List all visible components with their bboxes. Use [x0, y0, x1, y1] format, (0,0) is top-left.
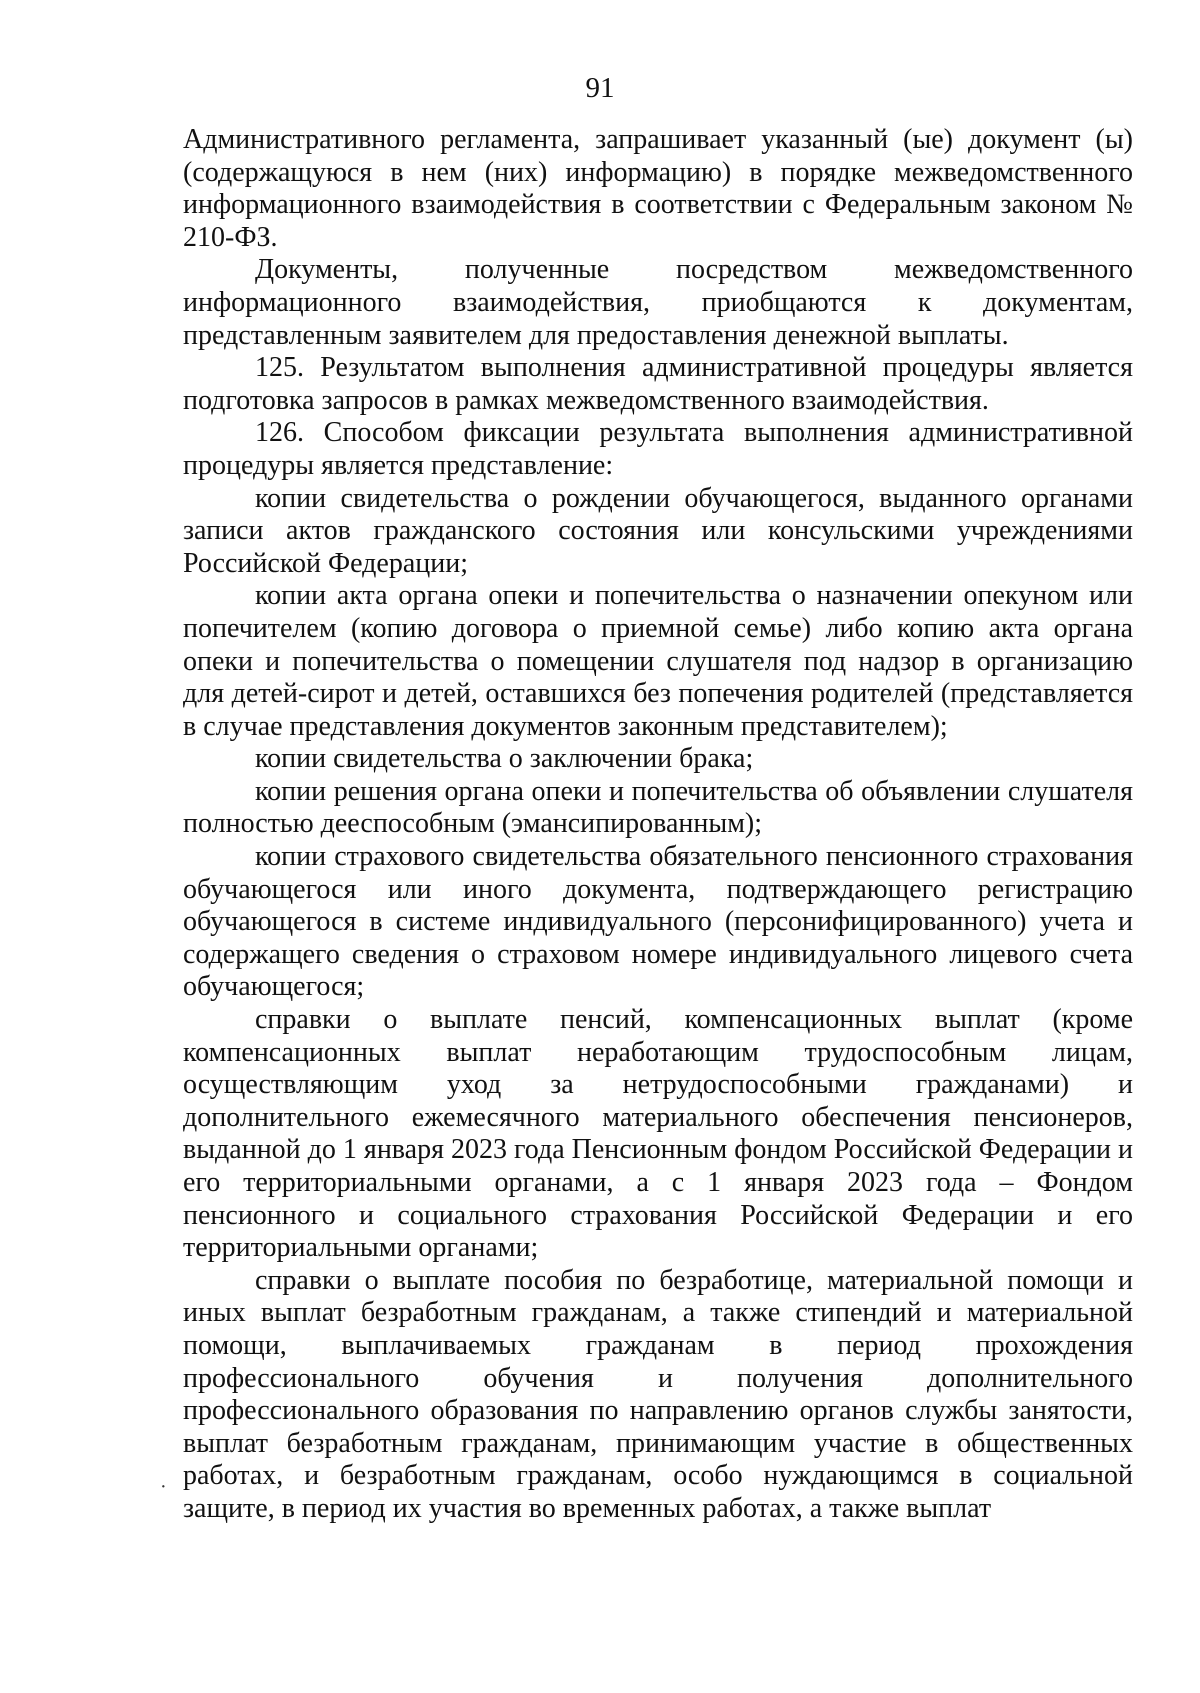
list-item-insurance-certificate: копии страхового свидетельства обязательного пенсионного страхования обучающегося или иного документа, подтверждающего регистрацию обучающегося в системе индивидуального (персонифицированного) учета и содержащего сведения о страховом номере индивидуального лицевого счета обучающегося;: [183, 841, 1133, 1003]
list-item-guardianship-act: копии акта органа опеки и попечительства о назначении опекуном или попечителем (копию договора о приемной семье) либо копию акта органа опеки и попечительства о помещении слушателя под надзор в организацию для детей-сирот и детей, оставшихся без попечения родителей (представляется в случае представления документов законным представителем);: [183, 580, 1133, 742]
paragraph-documents-received: Документы, полученные посредством межведомственного информационного взаимодействия, приобщаются к документам, представленным заявителем для предоставления денежной выплаты.: [183, 254, 1133, 351]
list-item-pension-certificate: справки о выплате пенсий, компенсационных выплат (кроме компенсационных выплат неработающим трудоспособным лицам, осуществляющим уход за нетрудоспособными гражданами) и дополнительного ежемесячного материального обеспечения пенсионеров, выданной до 1 января 2023 года Пенсионным фондом Российской Федерации и его территориальными органами, а с 1 января 2023 года – Фондом пенсионного и социального страхования Российской Федерации и его территориальными органами;: [183, 1004, 1133, 1264]
list-item-marriage-certificate: копии свидетельства о заключении брака;: [255, 743, 754, 775]
list-item-birth-certificate: копии свидетельства о рождении обучающегося, выданного органами записи актов гражданского состояния или консульскими учреждениями Российской Федерации;: [183, 482, 1133, 579]
list-item-unemployment-certificate: справки о выплате пособия по безработице, материальной помощи и иных выплат безработным гражданам, а также стипендий и материальной помощи, выплачиваемых гражданам в период прохождения профессионального обучения и получения дополнительного профессионального образования по направлению органов службы занятости, выплат безработным гражданам, принимающим участие в общественных работах, и безработным гражданам, особо нуждающимся в социальной защите, в период их участия во временных работах, а также выплат: [183, 1264, 1133, 1524]
paragraph-126-fixation: 126. Способом фиксации результата выполнения административной процедуры является представление:: [183, 417, 1133, 481]
paragraph-regulation-request: Административного регламента, запрашивает указанный (ые) документ (ы) (содержащуюся в нем (них) информацию) в порядке межведомственного информационного взаимодействия в соответствии с Федеральным законом № 210-ФЗ.: [183, 124, 1133, 253]
scan-mark: ·: [160, 1476, 167, 1498]
page-number: 91: [585, 72, 615, 104]
list-item-emancipation-decision: копии решения органа опеки и попечительства об объявлении слушателя полностью дееспособным (эмансипированным);: [183, 775, 1133, 840]
document-body: [183, 124, 1133, 1526]
paragraph-125-result: 125. Результатом выполнения административной процедуры является подготовка запросов в рамках межведомственного взаимодействия.: [183, 352, 1133, 416]
